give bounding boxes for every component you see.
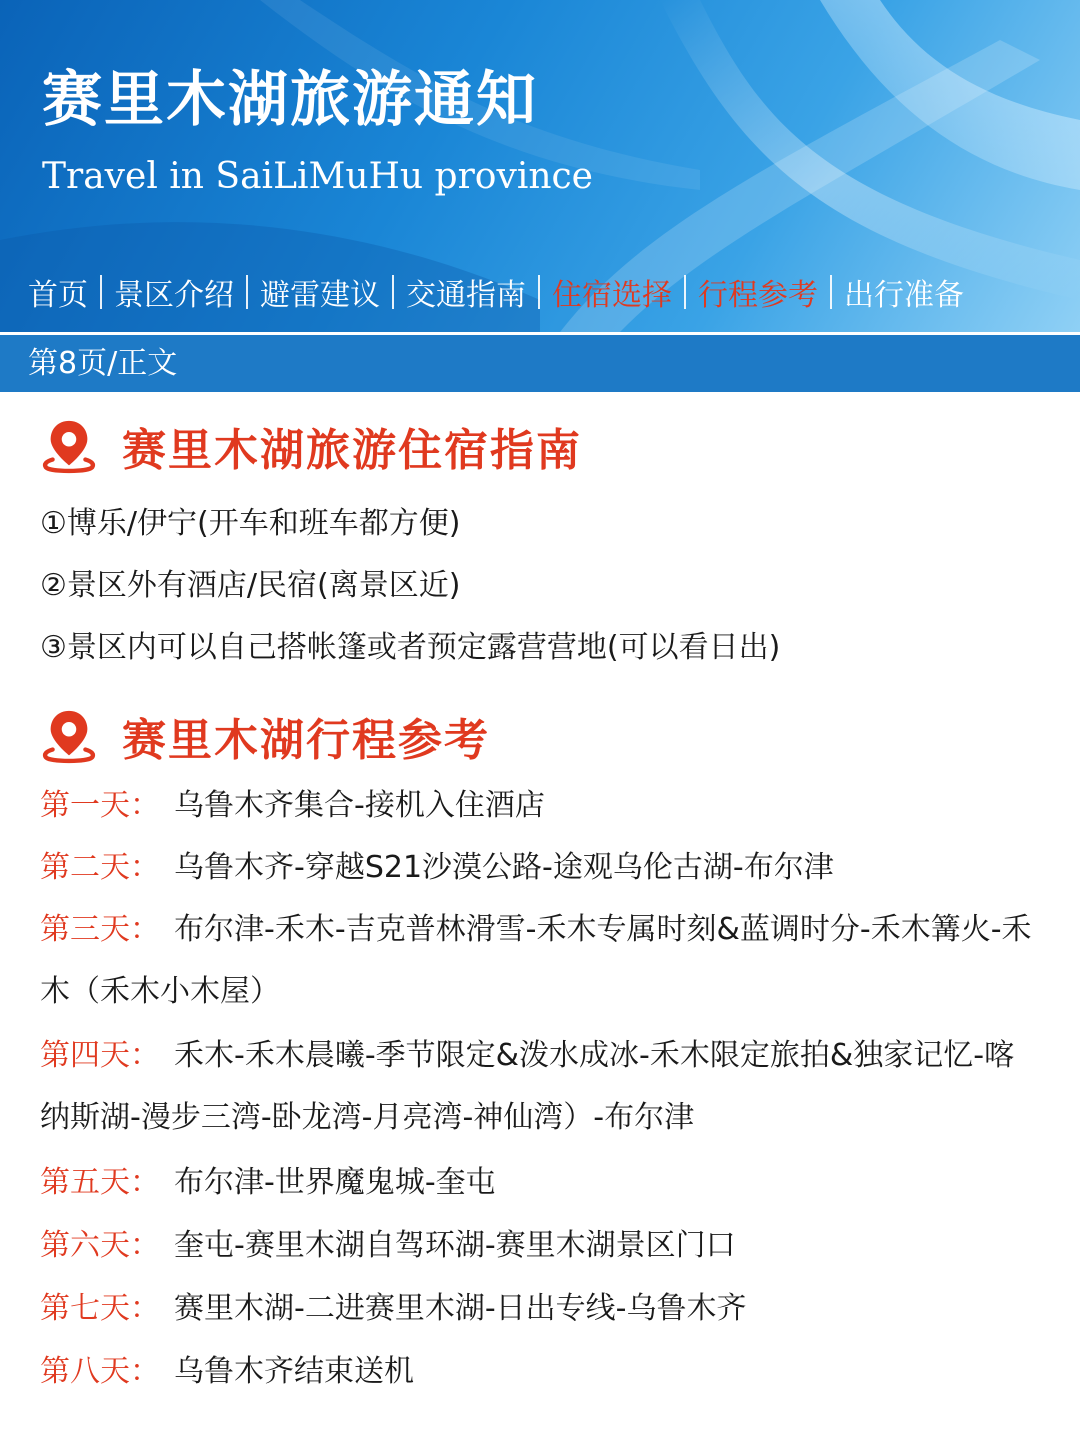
day-text: 布尔津-世界魔鬼城-奎屯 <box>174 1165 496 1200</box>
itinerary-heading <box>40 706 490 766</box>
day-text: 乌鲁木齐结束送机 <box>174 1354 414 1389</box>
top-nav <box>28 268 964 316</box>
day-text: 布尔津-禾木-吉克普林滑雪-禾木专属时刻&蓝调时分-禾木篝火-禾木（禾木小木屋） <box>40 912 1032 1009</box>
day-text: 禾木-禾木晨曦-季节限定&泼水成冰-禾木限定旅拍&独家记忆-喀纳斯湖-漫步三湾-卧龙湾-月亮湾-神仙湾）-布尔津 <box>40 1038 1015 1135</box>
itinerary-day <box>40 1341 1040 1403</box>
day-label: 第六天： <box>40 1228 160 1263</box>
day-text: 乌鲁木齐-穿越S21沙漠公路-途观乌伦古湖-布尔津 <box>174 850 834 885</box>
page-title: 赛里木湖旅游通知 <box>42 65 538 135</box>
header-banner <box>0 0 1080 332</box>
itinerary-day <box>40 899 1040 1023</box>
itinerary-day <box>40 1152 1040 1214</box>
page-subtitle: Travel in SaiLiMuHu province <box>42 156 593 197</box>
day-label: 第七天： <box>40 1291 160 1326</box>
itinerary-day <box>40 775 1040 837</box>
day-label: 第五天： <box>40 1165 160 1200</box>
day-text: 奎屯-赛里木湖自驾环湖-赛里木湖景区门口 <box>174 1228 736 1263</box>
nav-item-itinerary[interactable]: 行程参考 <box>698 278 818 313</box>
nav-item-travel-prep[interactable]: 出行准备 <box>844 278 964 313</box>
itinerary-day <box>40 1215 1040 1277</box>
day-label: 第八天： <box>40 1354 160 1389</box>
nav-divider <box>392 275 394 309</box>
nav-item-scenic-intro[interactable]: 景区介绍 <box>114 278 234 313</box>
accommodation-item: ①博乐/伊宁(开车和班车都方便) <box>40 506 461 541</box>
location-pin-icon <box>40 417 98 475</box>
itinerary-day <box>40 1278 1040 1340</box>
accommodation-item: ②景区外有酒店/民宿(离景区近) <box>40 568 461 603</box>
nav-divider <box>684 275 686 309</box>
day-label: 第四天： <box>40 1038 160 1073</box>
page-indicator-bar <box>0 332 1080 392</box>
nav-item-accommodation[interactable]: 住宿选择 <box>552 278 672 313</box>
day-label: 第一天： <box>40 788 160 823</box>
itinerary-title: 赛里木湖行程参考 <box>122 715 490 766</box>
nav-item-transport-guide[interactable]: 交通指南 <box>406 278 526 313</box>
day-label: 第二天： <box>40 850 160 885</box>
nav-divider <box>246 275 248 309</box>
itinerary-day <box>40 837 1040 899</box>
accommodation-title: 赛里木湖旅游住宿指南 <box>122 425 582 476</box>
accommodation-item: ③景区内可以自己搭帐篷或者预定露营营地(可以看日出) <box>40 630 781 665</box>
nav-item-pitfall-tips[interactable]: 避雷建议 <box>260 278 380 313</box>
day-text: 赛里木湖-二进赛里木湖-日出专线-乌鲁木齐 <box>174 1291 747 1326</box>
page-indicator-label: 第8页/正文 <box>28 346 178 381</box>
nav-divider <box>830 275 832 309</box>
day-text: 乌鲁木齐集合-接机入住酒店 <box>174 788 545 823</box>
nav-item-home[interactable]: 首页 <box>28 278 88 313</box>
itinerary-day <box>40 1025 1040 1149</box>
nav-divider <box>100 275 102 309</box>
day-label: 第三天： <box>40 912 160 947</box>
location-pin-icon <box>40 707 98 765</box>
nav-divider <box>538 275 540 309</box>
accommodation-heading <box>40 416 582 476</box>
